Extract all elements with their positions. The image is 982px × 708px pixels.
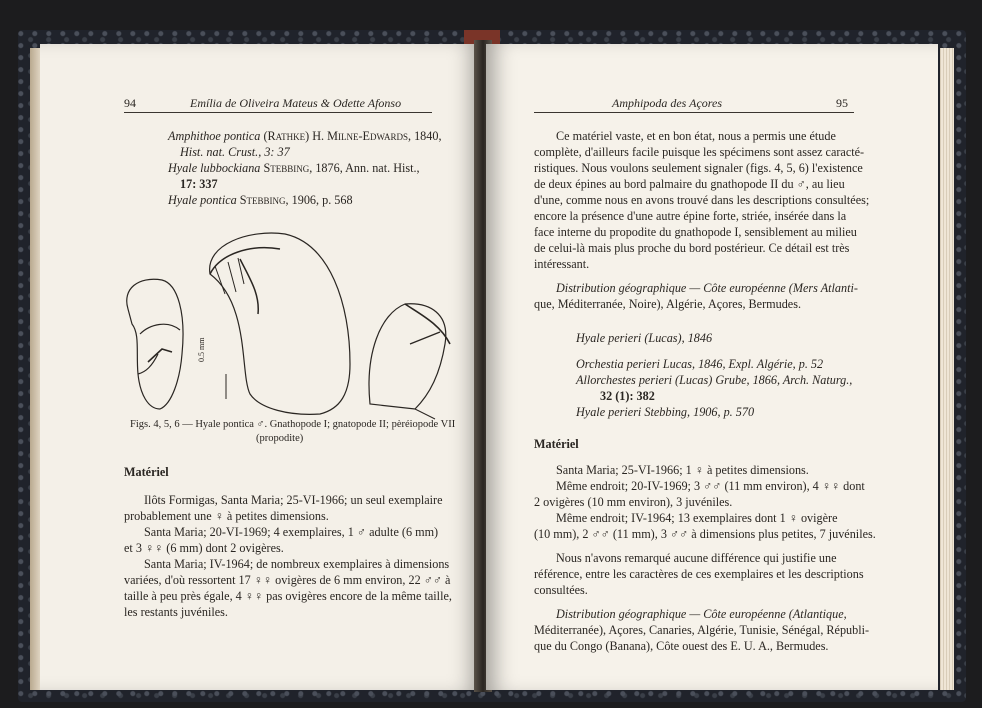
body-line: consultées. — [534, 583, 588, 597]
gnathopod-i-drawing — [127, 279, 183, 409]
synonym-line: Allorchestes perieri (Lucas) Grube, 1866, Arch. Naturg., — [576, 373, 853, 387]
body-line: les restants juvéniles. — [124, 605, 228, 619]
body-line: de deux épines au bord palmaire du gnathopode II du ♂, au lieu — [534, 177, 845, 191]
body-line: complète, d'ailleurs facile puisque les spécimens sont assez caracté- — [534, 145, 865, 159]
body-line: d'une, comme nous en avons trouvé dans les descriptions consultées; — [534, 193, 870, 207]
distribution-line: que, Méditerranée, Noire), Algérie, Açores, Bermudes. — [534, 297, 802, 311]
body-line: référence, entre les caractères de ces exemplaires et les descriptions — [534, 567, 864, 581]
right-page — [486, 44, 938, 690]
right-page-number: 95 — [836, 96, 848, 110]
scale-label: 0.5 mm — [197, 337, 206, 362]
body-line: de celui-là mais plus proche du bord postérieur. Ce détail est très — [534, 241, 850, 255]
section-heading-materiel: Matériel — [534, 437, 579, 451]
synonym-line: 32 (1): 382 — [600, 389, 655, 403]
synonym-line: 17: 337 — [180, 177, 218, 191]
section-heading-materiel: Matériel — [124, 465, 169, 479]
synonym-line: Hyale perieri Stebbing, 1906, p. 570 — [576, 405, 755, 419]
right-running-head: Amphipoda des Açores — [612, 96, 722, 110]
distribution-line: Distribution géographique — Côte européenne (Mers Atlanti- — [556, 281, 858, 295]
page-edges-right — [940, 48, 954, 690]
body-line: encore la présence d'une autre épine forte, striée, insérée dans la — [534, 209, 847, 223]
left-running-head: Emília de Oliveira Mateus & Odette Afonso — [190, 96, 402, 110]
body-line: Santa Maria; 25-VI-1966; 1 ♀ à petites dimensions. — [556, 463, 809, 477]
body-line: Ce matériel vaste, et en bon état, nous a permis une étude — [556, 129, 836, 143]
body-line: et 3 ♀♀ (6 mm) dont 2 ovigères. — [124, 541, 284, 555]
right-header-rule — [534, 112, 854, 113]
synonym-line: Hyale lubbockiana Stebbing, 1876, Ann. nat. Hist., — [168, 161, 420, 175]
species-title: Hyale perieri (Lucas), 1846 — [576, 331, 713, 345]
body-line: (10 mm), 2 ♂♂ (11 mm), 3 ♂♂ à dimensions plus petites, 7 juvéniles. — [534, 527, 876, 541]
body-line: variées, d'où ressortent 17 ♀♀ ovigères de 6 mm environ, 22 ♂♂ à — [124, 573, 451, 587]
figure-caption-2: (propodite) — [256, 433, 304, 444]
synonym-line: Amphithoe pontica (Rathke) H. Milne-Edwards, 1840, — [168, 129, 442, 143]
left-header-rule — [124, 112, 432, 113]
pereiopod-vii-drawing — [369, 304, 450, 419]
distribution-line: Distribution géographique — Côte européenne (Atlantique, — [556, 607, 847, 621]
body-line: ristiques. Nous voulons seulement signaler (figs. 4, 5, 6) l'existence — [534, 161, 863, 175]
body-line: Nous n'avons remarqué aucune différence qui justifie une — [556, 551, 837, 565]
synonym-line: Hyale pontica Stebbing, 1906, p. 568 — [168, 193, 353, 207]
gnathopod-figure — [110, 204, 460, 424]
body-line: Ilôts Formigas, Santa Maria; 25-VI-1966; un seul exemplaire — [144, 493, 443, 507]
body-line: Même endroit; 20-IV-1969; 3 ♂♂ (11 mm environ), 4 ♀♀ dont — [556, 479, 865, 493]
body-line: Santa Maria; IV-1964; de nombreux exemplaires à dimensions — [144, 557, 450, 571]
left-page — [40, 44, 480, 690]
gnathopod-ii-drawing — [210, 233, 350, 414]
body-line: 2 ovigères (10 mm environ), 3 juvéniles. — [534, 495, 733, 509]
synonym-line: Hist. nat. Crust., 3: 37 — [180, 145, 290, 159]
body-line: probablement une ♀ à petites dimensions. — [124, 509, 329, 523]
body-line: intéressant. — [534, 257, 590, 271]
distribution-line: que du Congo (Banana), Côte ouest des E. U. A., Bermudes. — [534, 639, 829, 653]
body-line: taille à peu près égale, 4 ♀♀ pas ovigères encore de la même taille, — [124, 589, 452, 603]
body-line: face interne du propodite du gnathopode I, sensiblement au milieu — [534, 225, 857, 239]
synonym-line: Orchestia perieri Lucas, 1846, Expl. Algérie, p. 52 — [576, 357, 824, 371]
body-line: Santa Maria; 20-VI-1969; 4 exemplaires, 1 ♂ adulte (6 mm) — [144, 525, 439, 539]
body-line: Même endroit; IV-1964; 13 exemplaires dont 1 ♀ ovigère — [556, 511, 838, 525]
figure-caption: Figs. 4, 5, 6 — Hyale pontica ♂. Gnathopode I; gnatopode II; pèréiopode VII — [130, 419, 456, 430]
distribution-line: Méditerranée), Açores, Canaries, Algérie, Tunisie, Sénégal, Républi- — [534, 623, 870, 637]
left-page-number: 94 — [124, 96, 136, 110]
